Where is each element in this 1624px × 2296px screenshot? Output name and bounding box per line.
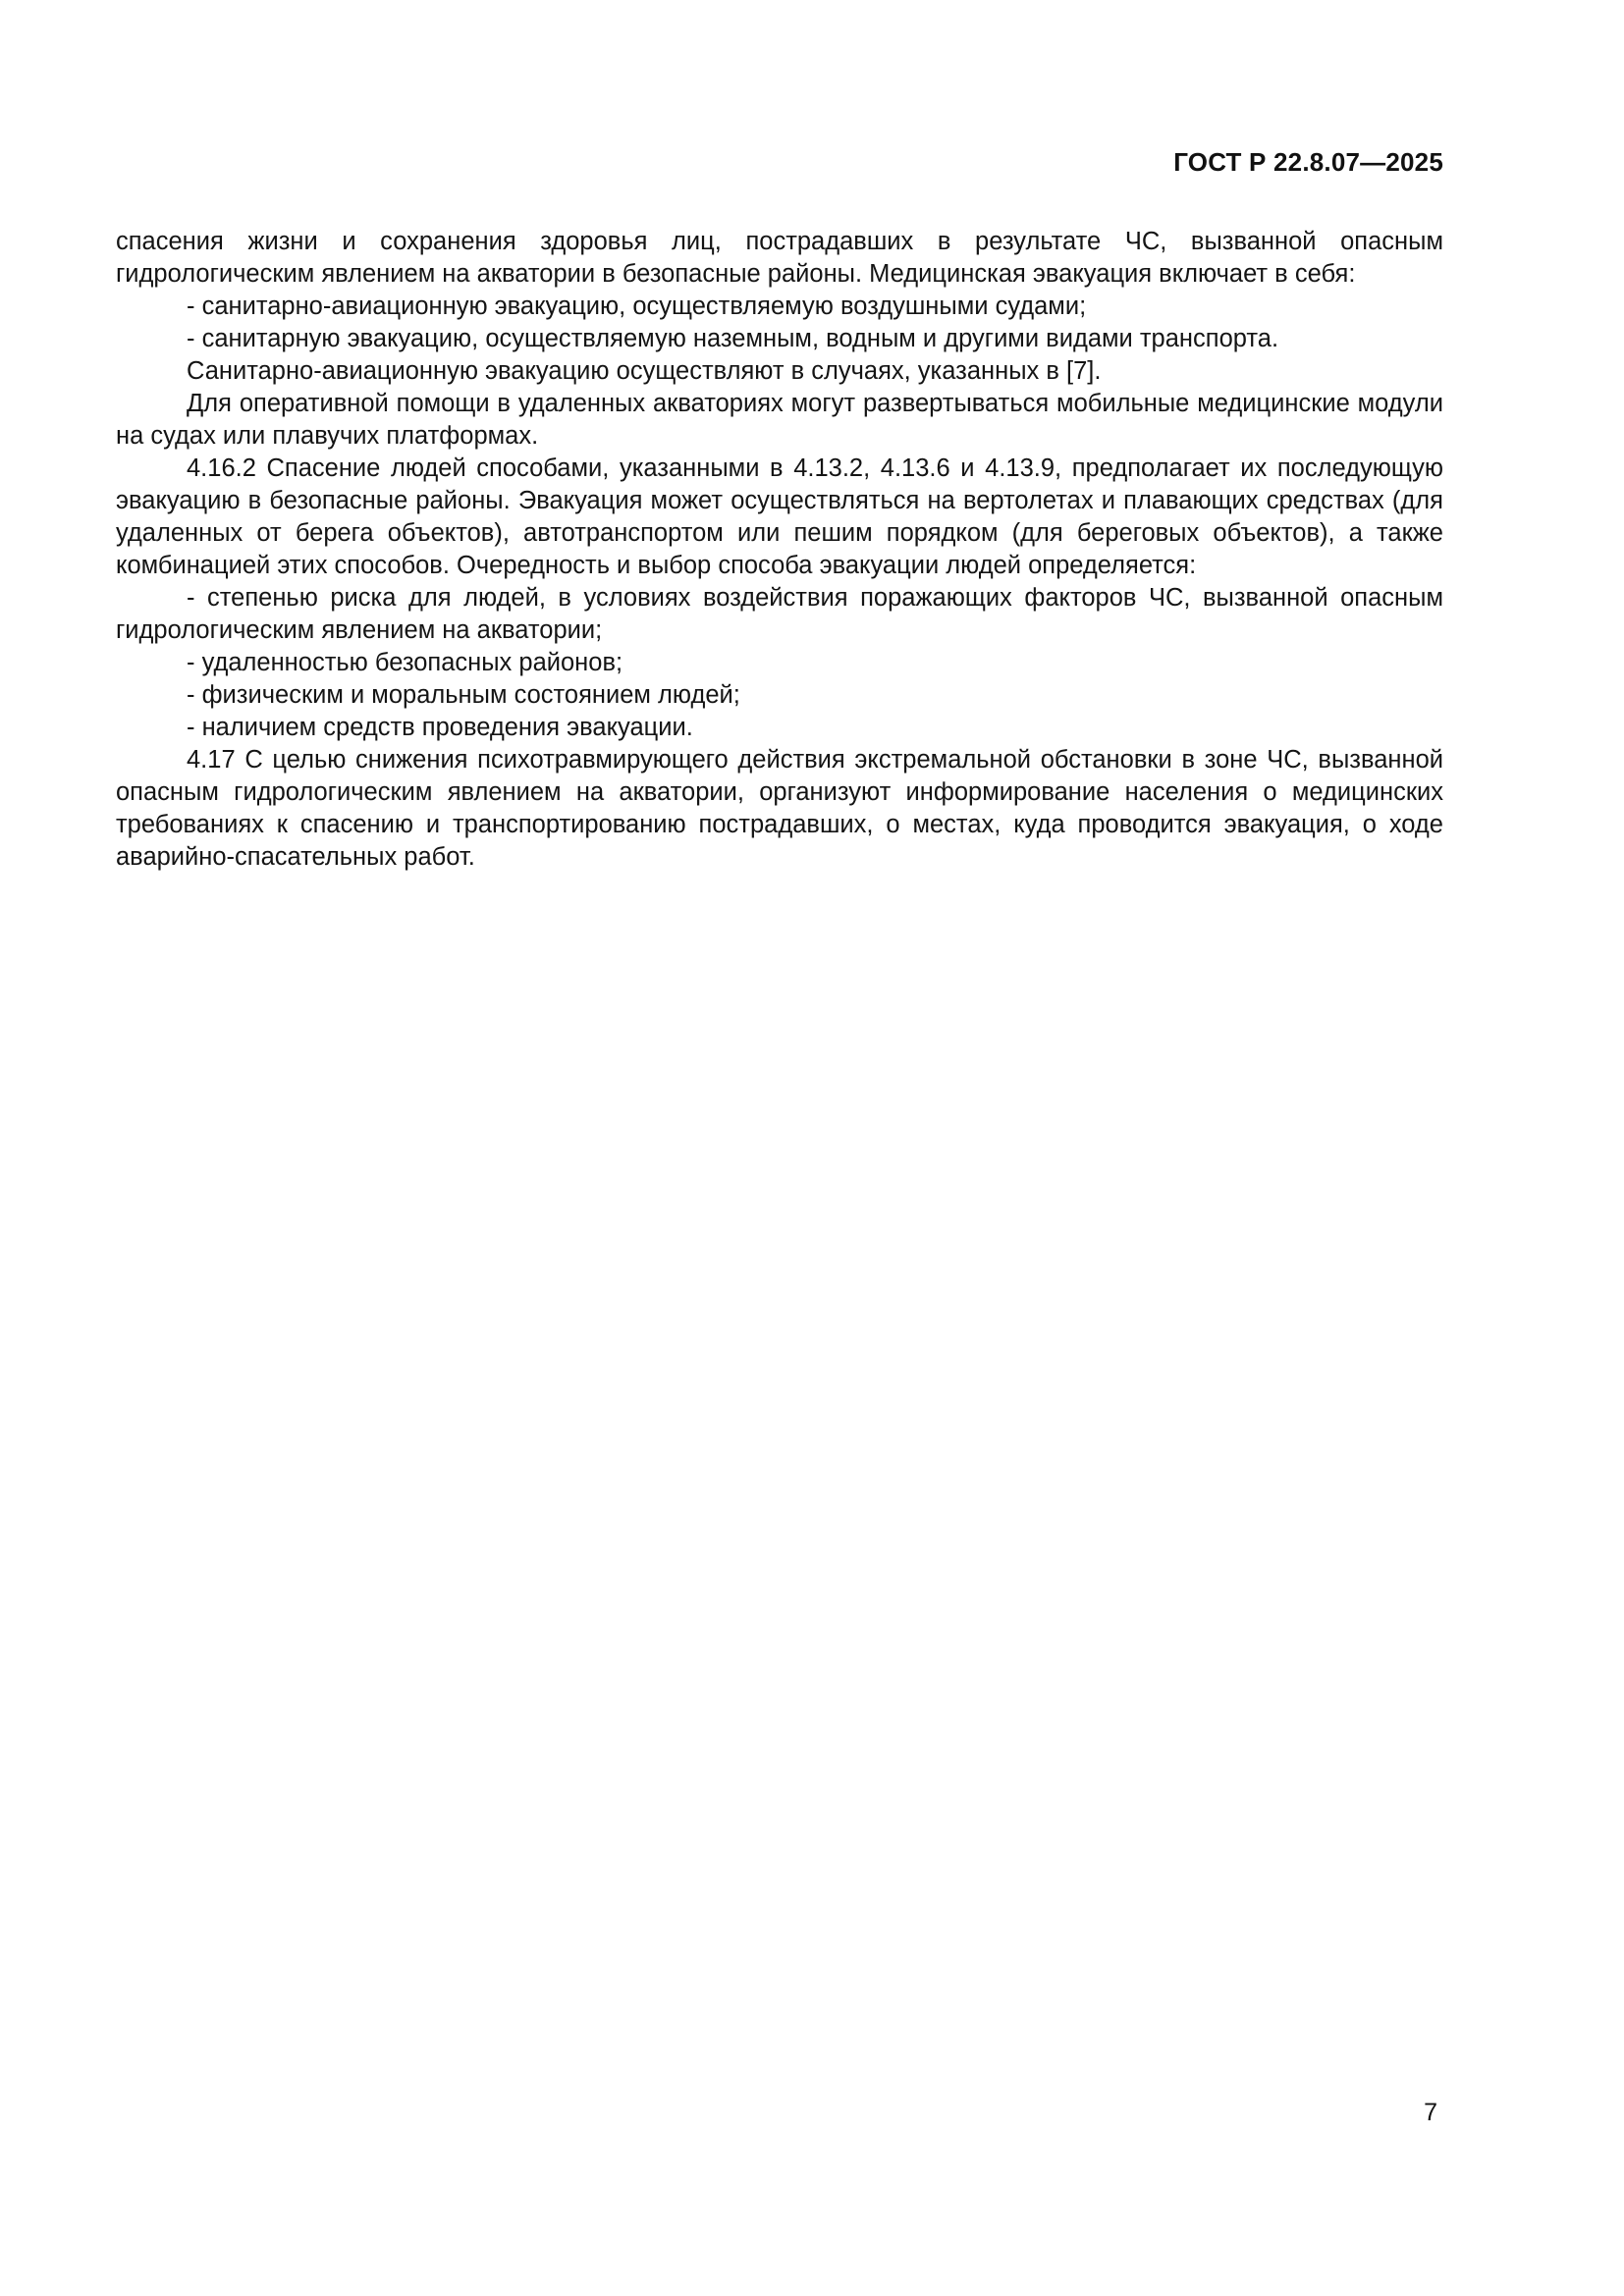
list-item-remoteness: - удаленностью безопасных районов;: [187, 649, 623, 676]
paragraph-continuation: спасения жизни и сохранения здоровья лиц, пострадавших в результате ЧС, вызванной опасным гидрологическим явлением на акватории в безопасные районы. Медицинская эвакуация включает в себя:: [116, 228, 1443, 288]
document-body: [116, 226, 1443, 874]
document-code-header: ГОСТ Р 22.8.07—2025: [1173, 147, 1443, 177]
list-item-physical-state: - физическим и моральным состоянием людей;: [187, 681, 740, 709]
list-item-risk-degree: - степенью риска для людей, в условиях воздействия поражающих факторов ЧС, вызванной опасным гидрологическим явлением на акватории;: [116, 584, 1443, 644]
list-item-ground-evacuation: - санитарную эвакуацию, осуществляемую наземным, водным и другими видами транспорта.: [187, 325, 1279, 352]
clause-4-17: 4.17 С целью снижения психотравмирующего действия экстремальной обстановки в зоне ЧС, вызванной опасным гидрологическим явлением на акватории, организуют информирование населения о медицинских требованиях к спасению и транспортированию пострадавших, о местах, куда проводится эвакуация, о ходе аварийно-спасательных работ.: [116, 746, 1443, 871]
page-number: 7: [1424, 2099, 1437, 2126]
list-item-air-evacuation: - санитарно-авиационную эвакуацию, осуществляемую воздушными судами;: [187, 293, 1087, 320]
list-item-means-availability: - наличием средств проведения эвакуации.: [187, 714, 693, 741]
paragraph-mobile-modules: Для оперативной помощи в удаленных акваториях могут развертываться мобильные медицинские модули на судах или плавучих платформах.: [116, 390, 1443, 450]
clause-4-16-2: 4.16.2 Спасение людей способами, указанными в 4.13.2, 4.13.6 и 4.13.9, предполагает их последующую эвакуацию в безопасные районы. Эвакуация может осуществляться на вертолетах и плавающих средствах (для удаленных от берега объектов), автотранспортом или пешим порядком (для береговых объектов), а также комбинацией этих способов. Очередность и выбор способа эвакуации людей определяется:: [116, 454, 1443, 579]
paragraph-air-evacuation-cases: Санитарно-авиационную эвакуацию осуществляют в случаях, указанных в [7].: [187, 357, 1102, 385]
